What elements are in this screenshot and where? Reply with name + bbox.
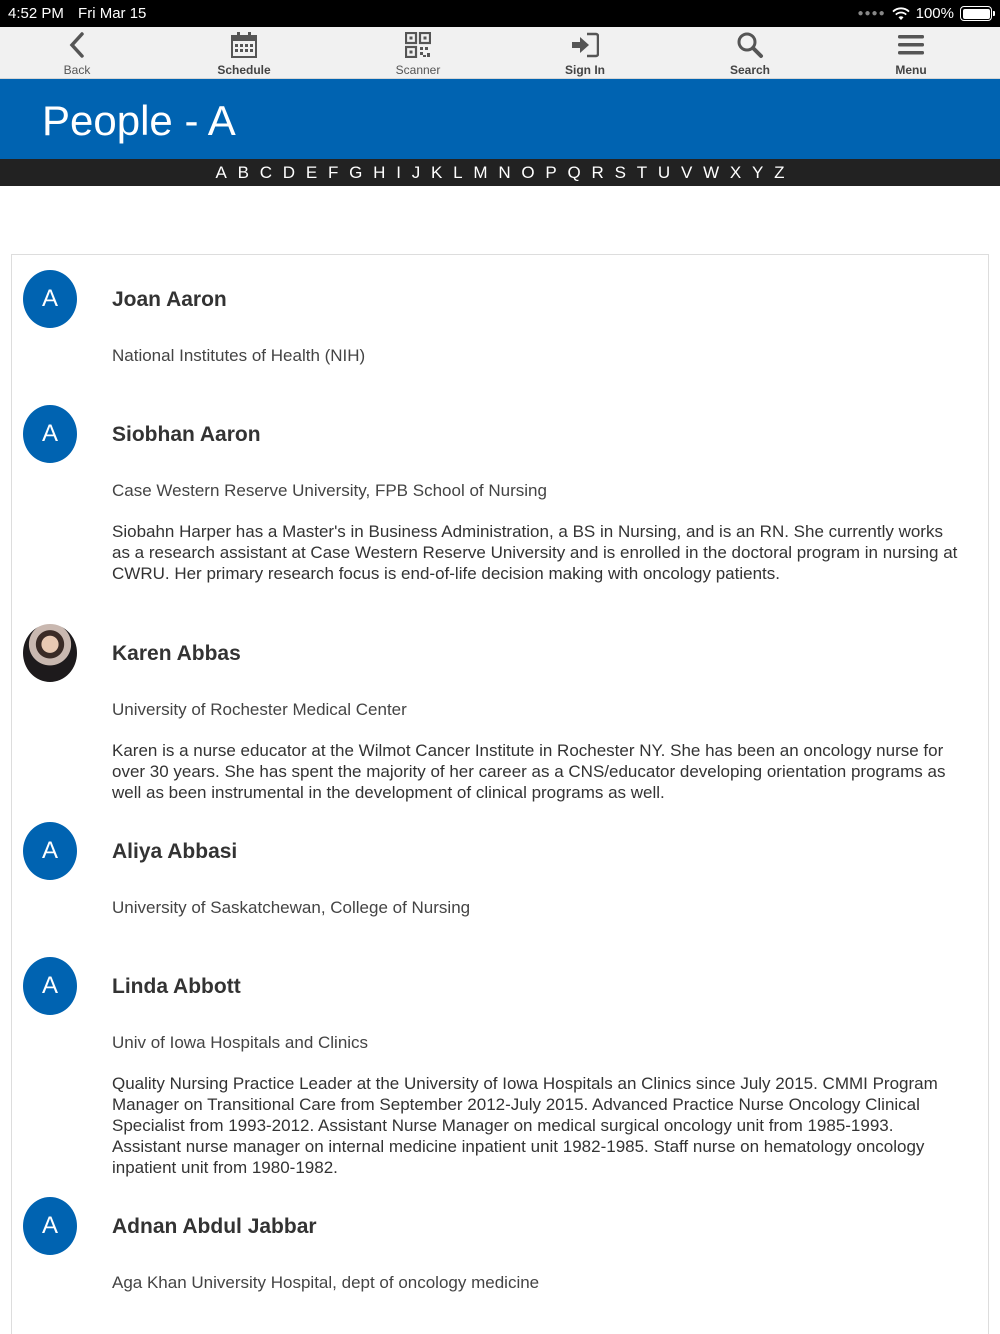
- letter-v[interactable]: V: [680, 163, 693, 182]
- letter-a[interactable]: A: [215, 163, 227, 182]
- page-header: [0, 79, 1000, 159]
- alphabet-index: [0, 159, 1000, 186]
- letter-t[interactable]: T: [636, 163, 648, 182]
- person-name: Siobhan Aaron: [112, 423, 261, 446]
- letter-x[interactable]: X: [729, 163, 742, 182]
- avatar: A: [23, 822, 77, 880]
- avatar-photo: [23, 624, 77, 682]
- letter-u[interactable]: U: [657, 163, 671, 182]
- person-bio: Quality Nursing Practice Leader at the University of Iowa Hospitals an Clinics since July 2015. CMMI Program Manager on Transitional Care from September 2012-July 2015. Advanced Practice Nurse Oncology Clinical Specialist from 1993-2012. Assistant Nurse Manager on medical surgical oncology unit from 1985-1993. Assistant nurse manager on internal medicine inpatient unit 1982-1985. Staff nurse on hematology oncology inpatient unit from 1980-1982.: [112, 1074, 938, 1177]
- search-button[interactable]: [695, 27, 805, 79]
- letter-s[interactable]: S: [614, 163, 626, 182]
- avatar: A: [23, 405, 77, 463]
- letter-b[interactable]: B: [237, 163, 249, 182]
- toolbar: [0, 27, 1000, 79]
- letter-d[interactable]: D: [282, 163, 296, 182]
- person-organization: National Institutes of Health (NIH): [112, 346, 366, 365]
- status-left: [8, 5, 156, 22]
- person-name: Aliya Abbasi: [112, 840, 238, 863]
- person-bio: Siobahn Harper has a Master's in Business Administration, a BS in Nursing, and is an RN. She currently works as a research assistant at Case Western Reserve University and is enrolled in the doctoral program in nursing at CWRU. Her primary research focus is end-of-life decision making with oncology patients.: [112, 522, 958, 583]
- search-label: Search: [729, 63, 771, 77]
- schedule-button[interactable]: [189, 27, 299, 79]
- letter-p[interactable]: P: [545, 163, 557, 182]
- letter-e[interactable]: E: [305, 163, 318, 182]
- page-title: People - A: [42, 97, 236, 144]
- scanner-button[interactable]: [363, 27, 473, 79]
- menu-icon: [897, 27, 925, 63]
- wifi-icon: [892, 7, 910, 21]
- status-right: [857, 5, 992, 22]
- letter-r[interactable]: R: [591, 163, 604, 182]
- letter-y[interactable]: Y: [752, 163, 764, 182]
- letter-i[interactable]: I: [396, 163, 401, 182]
- qr-code-icon: [405, 27, 431, 63]
- letter-j[interactable]: J: [411, 163, 421, 182]
- status-time: 4:52 PM: [8, 5, 64, 22]
- status-bar: [0, 0, 1000, 27]
- avatar: A: [23, 270, 77, 328]
- calendar-icon: [230, 27, 258, 63]
- letter-q[interactable]: Q: [567, 163, 581, 182]
- letter-k[interactable]: K: [430, 163, 443, 182]
- person-name: Linda Abbott: [112, 975, 241, 998]
- avatar: A: [23, 1197, 77, 1255]
- letter-l[interactable]: L: [453, 163, 463, 182]
- signal-icon: ●●●●: [857, 8, 886, 19]
- back-label: Back: [63, 63, 91, 77]
- back-button[interactable]: [22, 27, 132, 79]
- person-organization: Aga Khan University Hospital, dept of oncology medicine: [112, 1273, 540, 1292]
- letter-w[interactable]: W: [703, 163, 720, 182]
- person-organization: University of Rochester Medical Center: [112, 700, 407, 719]
- schedule-label: Schedule: [217, 63, 271, 77]
- avatar: A: [23, 957, 77, 1015]
- sign-in-label: Sign In: [565, 63, 605, 77]
- person-name: Adnan Abdul Jabbar: [112, 1215, 317, 1238]
- sign-in-button[interactable]: [530, 27, 640, 79]
- search-icon: [736, 27, 764, 63]
- people-list: [11, 254, 989, 1334]
- letter-c[interactable]: C: [259, 163, 272, 182]
- menu-button[interactable]: [856, 27, 966, 79]
- letter-f[interactable]: F: [327, 163, 339, 182]
- person-name: Joan Aaron: [112, 288, 227, 311]
- letter-g[interactable]: G: [349, 163, 363, 182]
- letter-m[interactable]: M: [473, 163, 488, 182]
- person-organization: Univ of Iowa Hospitals and Clinics: [112, 1033, 369, 1052]
- chevron-left-icon: [67, 27, 87, 63]
- letter-n[interactable]: N: [498, 163, 511, 182]
- scanner-label: Scanner: [395, 63, 441, 77]
- battery-icon: [960, 6, 992, 21]
- person-organization: Case Western Reserve University, FPB School of Nursing: [112, 481, 547, 500]
- letter-o[interactable]: O: [521, 163, 535, 182]
- person-name: Karen Abbas: [112, 642, 241, 665]
- letter-h[interactable]: H: [373, 163, 386, 182]
- person-bio: Karen is a nurse educator at the Wilmot Cancer Institute in Rochester NY. She has been an oncology nurse for over 30 years. She has spent the majority of her career as a CNS/educator developing orientation programs as well as been instrumental in the development of clinical programs as well.: [112, 741, 946, 802]
- sign-in-icon: [571, 27, 599, 63]
- letter-z[interactable]: Z: [774, 163, 785, 182]
- status-date: Fri Mar 15: [78, 5, 147, 22]
- menu-label: Menu: [895, 63, 927, 77]
- battery-percent: 100%: [915, 5, 954, 22]
- person-organization: University of Saskatchewan, College of Nursing: [112, 898, 471, 917]
